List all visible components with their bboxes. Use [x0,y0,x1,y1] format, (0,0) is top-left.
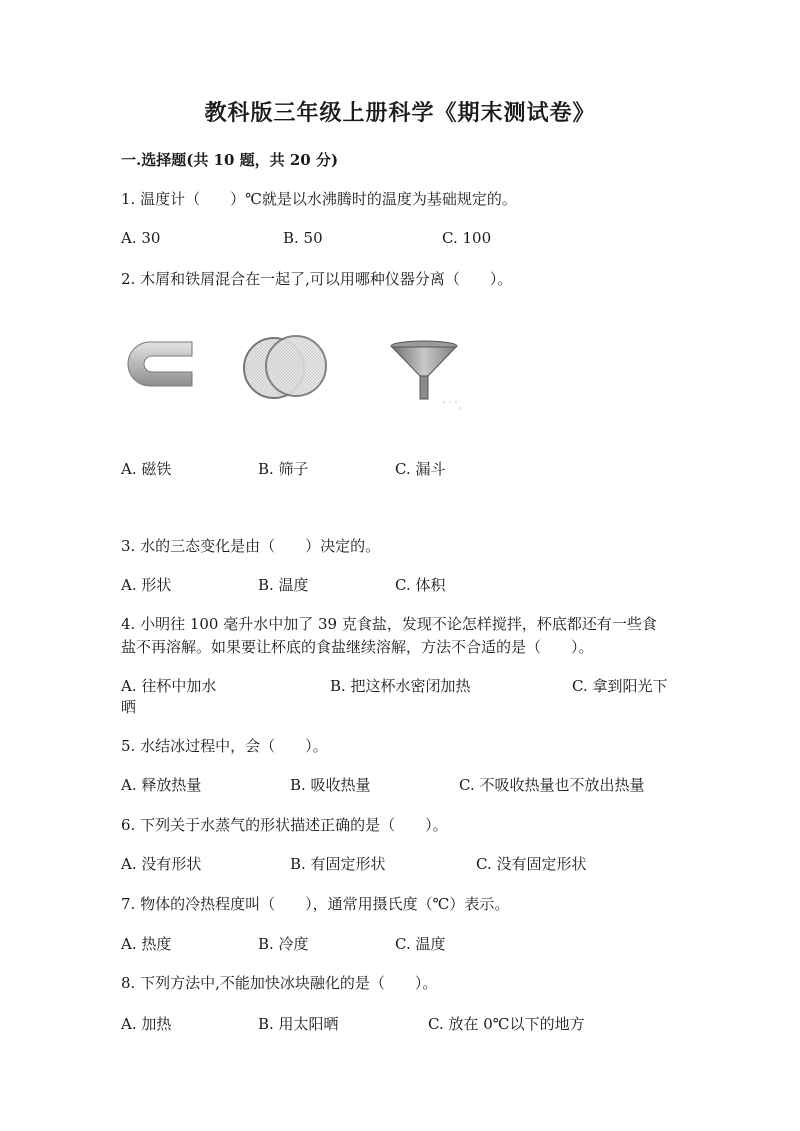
question-6-option-a: A. 没有形状 [121,855,202,873]
question-4-option-c: C. 拿到阳光下 [572,677,668,695]
question-7-option-b: B. 冷度 [258,935,309,953]
question-4-option-b: B. 把这杯水密闭加热 [330,677,471,695]
question-5-option-c: C. 不吸收热量也不放出热量 [459,776,645,794]
question-7-option-a: A. 热度 [121,935,172,953]
question-4-option-c-continued: 晒 [121,698,137,716]
question-4-stem-line-1: 4. 小明往 100 毫升水中加了 39 克食盐，发现不论怎样搅拌，杯底都还有一些食 [121,615,657,633]
question-6-stem: 6. 下列关于水蒸气的形状描述正确的是（ ）。 [121,816,448,834]
question-5-option-b: B. 吸收热量 [290,776,371,794]
question-8-option-c: C. 放在 0℃以下的地方 [428,1015,585,1033]
question-4-option-a: A. 往杯中加水 [121,677,217,695]
question-5-option-a: A. 释放热量 [121,776,202,794]
question-1-option-c: C. 100 [442,229,492,247]
question-8-option-a: A. 加热 [121,1015,172,1033]
question-3-option-b: B. 温度 [258,576,309,594]
question-7-stem: 7. 物体的冷热程度叫（ ），通常用摄氏度（℃）表示。 [121,895,510,913]
page-title: 教科版三年级上册科学《期末测试卷》 [204,100,596,126]
question-8-stem: 8. 下列方法中,不能加快冰块融化的是（ ）。 [121,974,438,992]
question-3-option-a: A. 形状 [121,576,172,594]
question-6-option-c: C. 没有固定形状 [476,855,587,873]
question-1-option-b: B. 50 [283,229,323,247]
question-3-stem: 3. 水的三态变化是由（ ）决定的。 [121,537,381,555]
question-7-option-c: C. 温度 [395,935,446,953]
section-heading: 一.选择题(共 10 题，共 20 分) [121,151,339,169]
question-3-option-c: C. 体积 [395,576,446,594]
question-2-option-c: C. 漏斗 [395,460,446,478]
magnet-icon [124,336,196,394]
question-2-option-b: B. 筛子 [258,460,309,478]
question-4-stem-line-2: 盐不再溶解。如果要让杯底的食盐继续溶解，方法不合适的是（ ）。 [121,638,594,656]
question-2-stem: 2. 木屑和铁屑混合在一起了,可以用哪种仪器分离（ ）。 [121,270,513,288]
question-1-option-a: A. 30 [121,229,161,247]
funnel-icon [388,338,478,418]
question-6-option-b: B. 有固定形状 [290,855,386,873]
sieve-icon [240,334,332,400]
question-5-stem: 5. 水结冰过程中，会（ ）。 [121,737,328,755]
question-1-stem: 1. 温度计（ ）℃就是以水沸腾时的温度为基础规定的。 [121,190,517,208]
question-8-option-b: B. 用太阳晒 [258,1015,339,1033]
question-2-option-a: A. 磁铁 [121,460,172,478]
